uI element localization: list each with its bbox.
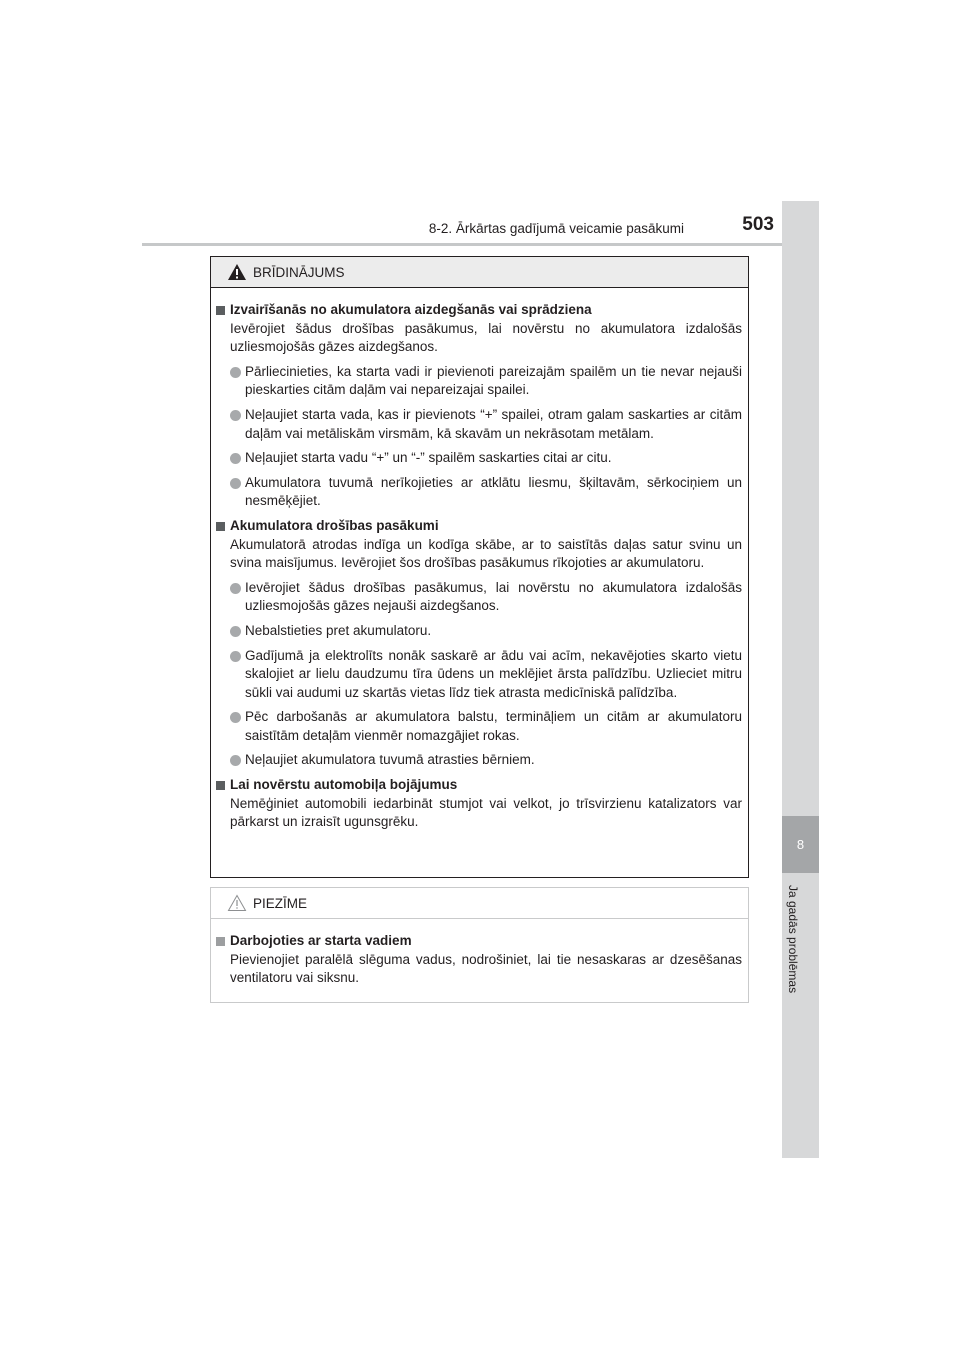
chapter-number: 8 <box>782 816 819 873</box>
warning-box <box>210 256 749 878</box>
list-item: Neļaujiet starta vadu “+” un “-” spailēm saskarties citai ar citu. <box>216 449 742 468</box>
note-box <box>210 887 749 1003</box>
warning-box-header <box>211 257 748 288</box>
section-heading: Lai novērstu automobiļa bojājumus <box>216 776 742 795</box>
list-item: Ievērojiet šādus drošības pasākumus, lai novērstu no akumulatora izdalošās uzliesmojošās gāzes nejauši aizdegšanos. <box>216 579 742 616</box>
chapter-side-tab <box>782 201 819 1158</box>
warning-title: BRĪDINĀJUMS <box>253 264 345 280</box>
section-text: Pievienojiet paralēlā slēguma vadus, nodrošiniet, lai tie nesaskaras ar dzesēšanas ventilatoru vai siksnu. <box>230 951 742 986</box>
section-text: Ievērojiet šādus drošības pasākumus, lai novērstu no akumulatora izdalošās uzliesmojošās gāzes aizdegšanos. <box>230 320 742 355</box>
section-heading: Izvairīšanās no akumulatora aizdegšanās vai sprādziena <box>216 301 742 320</box>
round-bullet-icon <box>230 651 241 662</box>
chapter-label: Ja gadās problēmas <box>786 885 800 994</box>
list-item: Nebalstieties pret akumulatoru. <box>216 622 742 641</box>
round-bullet-icon <box>230 626 241 637</box>
note-title: PIEZĪME <box>253 895 308 911</box>
header-divider <box>142 243 819 246</box>
warning-triangle-icon <box>227 263 247 281</box>
list-item: Pēc darbošanās ar akumulatora balstu, termināļiem un citām ar akumulatoru saistītām detaļām vienmēr nomazgājiet rokas. <box>216 708 742 745</box>
round-bullet-icon <box>230 453 241 464</box>
section-text: Nemēģiniet automobili iedarbināt stumjot vai velkot, jo trīsvirzienu katalizators var pārkarst un izraisīt ugunsgrēku. <box>230 795 742 830</box>
square-bullet-icon <box>216 781 225 790</box>
round-bullet-icon <box>230 583 241 594</box>
list-item: Gadījumā ja elektrolīts nonāk saskarē ar ādu vai acīm, nekavējoties skarto vietu skalojiet ar lielu daudzumu tīra ūdens un meklējiet ārsta palīdzību. Uzlieciet mitru sūkli vai audumi uz skartās vietas līdz tiek atrasta medicīniskā palīdzība. <box>216 647 742 703</box>
square-bullet-icon <box>216 937 225 946</box>
round-bullet-icon <box>230 367 241 378</box>
list-item: Pārliecinieties, ka starta vadi ir pievienoti pareizajām spailēm un tie nevar nejauši pieskarties citām daļām vai nepareizajai spailei. <box>216 363 742 400</box>
round-bullet-icon <box>230 410 241 421</box>
square-bullet-icon <box>216 306 225 315</box>
round-bullet-icon <box>230 755 241 766</box>
section-title: 8-2. Ārkārtas gadījumā veicamie pasākumi <box>428 221 684 236</box>
section-heading: Darbojoties ar starta vadiem <box>216 932 742 951</box>
note-box-header <box>211 888 748 919</box>
page-number: 503 <box>742 214 774 235</box>
list-item: Akumulatora tuvumā nerīkojieties ar atklātu liesmu, šķiltavām, sērkociņiem un nesmēķējiet. <box>216 474 742 511</box>
square-bullet-icon <box>216 522 225 531</box>
list-item: Neļaujiet akumulatora tuvumā atrasties bērniem. <box>216 751 742 770</box>
section-text: Akumulatorā atrodas indīga un kodīga skābe, ar to saistītās daļas satur svinu un svina maisījumus. Ievērojiet šos drošības pasākumus rīkojoties ar akumulatoru. <box>230 536 742 571</box>
list-item: Neļaujiet starta vada, kas ir pievienots “+” spailei, otram galam saskarties ar citām daļām vai metāliskām virsmām, kā skavām un nekrāsotam metālam. <box>216 406 742 443</box>
notice-triangle-icon <box>227 894 247 912</box>
section-heading: Akumulatora drošības pasākumi <box>216 517 742 536</box>
round-bullet-icon <box>230 478 241 489</box>
round-bullet-icon <box>230 712 241 723</box>
